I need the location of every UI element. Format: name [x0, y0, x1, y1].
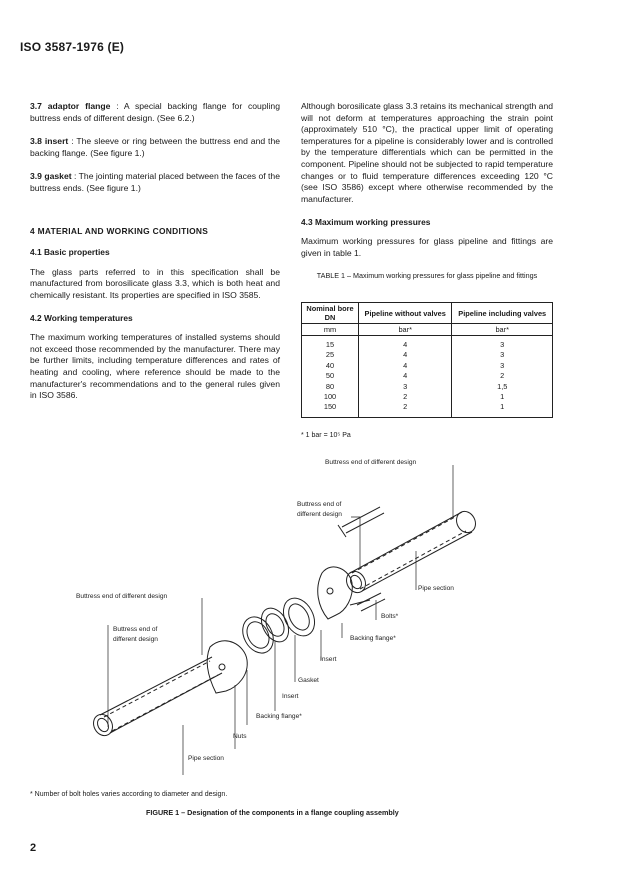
- label-nuts: Nuts: [233, 733, 247, 740]
- table-cell: 3: [500, 350, 505, 360]
- pressure-table: [301, 302, 553, 418]
- section-4-2-text: The maximum working temperatures of installed systems should not exceed those recommended by the manufacturer. There may be further limits, including temperature differences and rates of heating and cooling, where reference should be made to the manufacturer's recommendations and to the general rules given in ISO 3586.: [30, 332, 280, 401]
- table-cell: 3: [500, 360, 505, 370]
- label-mid-buttress: Buttress end of different design: [297, 501, 342, 518]
- table-cell: 100: [323, 392, 337, 402]
- section-4-1-text: The glass parts referred to in this specification shall be manufactured from borosilicate glass 3.3, which is both heat and chemically resistant. Its properties are specified in ISO 3585.: [30, 266, 280, 300]
- table-row: [302, 336, 553, 418]
- table-header: Pipeline without valves: [359, 303, 452, 324]
- leader-lines: [108, 465, 453, 775]
- right-column: [301, 101, 553, 259]
- document-id: ISO 3587-1976 (E): [20, 40, 125, 54]
- page-number: 2: [30, 842, 37, 854]
- label-left-buttress-box: Buttress end of different design: [113, 626, 158, 643]
- section-4-heading: 4 MATERIAL AND WORKING CONDITIONS: [30, 225, 209, 236]
- table-cell: 4: [403, 350, 408, 360]
- table-cell: 2: [500, 371, 505, 381]
- insert-rings: [256, 593, 321, 647]
- left-column: [30, 101, 280, 402]
- section-4-3-text: Maximum working pressures for glass pipeline and fittings are given in table 1.: [301, 235, 553, 258]
- table-cell: 3: [500, 340, 505, 349]
- label-pipe-section-right: Pipe section: [418, 585, 454, 592]
- label-top-buttress: Buttress end of different design: [325, 459, 417, 466]
- section-4-3-heading: 4.3 Maximum working pressures: [301, 217, 431, 228]
- table-footnote: * 1 bar = 10⁵ Pa: [301, 432, 351, 439]
- definition-3-9: 3.9 gasket : The jointing material placed between the faces of the buttress ends. (See figure 1.): [30, 171, 280, 193]
- table-cell: 3: [403, 381, 408, 391]
- table-cell: 15: [325, 340, 335, 349]
- label-gasket: Gasket: [298, 677, 319, 684]
- without-valves-column: [359, 336, 452, 418]
- table-cell: 1,5: [497, 381, 508, 391]
- table-unit: mm: [302, 324, 359, 336]
- label-bolts: Bolts*: [381, 613, 399, 620]
- upper-pipe-section: [343, 508, 479, 596]
- section-4-2-heading: 4.2 Working temperatures: [30, 312, 133, 323]
- section-4-1-heading: 4.1 Basic properties: [30, 247, 110, 258]
- dn-column: [302, 336, 359, 418]
- upper-bolt: [338, 507, 384, 537]
- table-header: Nominal bore DN: [302, 303, 359, 324]
- figure-caption: FIGURE 1 – Designation of the components in a flange coupling assembly: [146, 808, 399, 817]
- with-valves-column: [452, 336, 553, 418]
- figure-footnote: * Number of bolt holes varies according to diameter and design.: [30, 791, 228, 798]
- table-unit: bar*: [452, 324, 553, 336]
- table-cell: 2: [403, 402, 408, 412]
- label-insert-right: Insert: [320, 656, 337, 663]
- table-cell: 150: [323, 402, 337, 412]
- table-unit: bar*: [359, 324, 452, 336]
- table-header-row: [302, 303, 553, 324]
- lower-pipe-section: [90, 657, 222, 739]
- label-backing-flange-right: Backing flange*: [350, 635, 396, 642]
- table-header: Pipeline including valves: [452, 303, 553, 324]
- label-backing-flange-left: Backing flange*: [256, 713, 302, 720]
- label-pipe-section-left: Pipe section: [188, 755, 224, 762]
- label-left-buttress: Buttress end of different design: [76, 593, 168, 600]
- table-cell: 4: [403, 360, 408, 370]
- definition-3-8: 3.8 insert : The sleeve or ring between the buttress end and the backing flange. (See figure 1.): [30, 136, 281, 158]
- definition-3-7: 3.7 adaptor flange : A special backing flange for coupling buttress ends of different design. (See 6.2.): [30, 101, 280, 123]
- table-cell: 4: [403, 371, 408, 381]
- table-cell: 4: [403, 340, 408, 349]
- temperature-paragraph: Although borosilicate glass 3.3 retains its mechanical strength and will not deform at temperatures approaching the strain point (approximately 510 °C), the practical upper limit of operating temperatures for a pipeline is considerably lower and is controlled by the temperature differentials which can be permitted in the component. Pipeline should not be subjected to rapid temperature changes or to fluid temperature differences exceeding 120 °C (see ISO 3586) except where otherwise recommended by the manufacturer.: [301, 101, 553, 204]
- lower-backing-flange: [207, 641, 247, 693]
- table-cell: 2: [403, 392, 408, 402]
- table-cell: 1: [500, 402, 505, 412]
- table-caption: TABLE 1 – Maximum working pressures for glass pipeline and fittings: [316, 271, 538, 280]
- label-insert-mid: Insert: [282, 693, 299, 700]
- table-cell: 80: [325, 381, 335, 391]
- table-cell: 40: [325, 360, 335, 370]
- table-cell: 50: [325, 371, 335, 381]
- table-cell: 1: [500, 392, 505, 402]
- table-units-row: [302, 324, 553, 336]
- table-cell: 25: [325, 350, 335, 360]
